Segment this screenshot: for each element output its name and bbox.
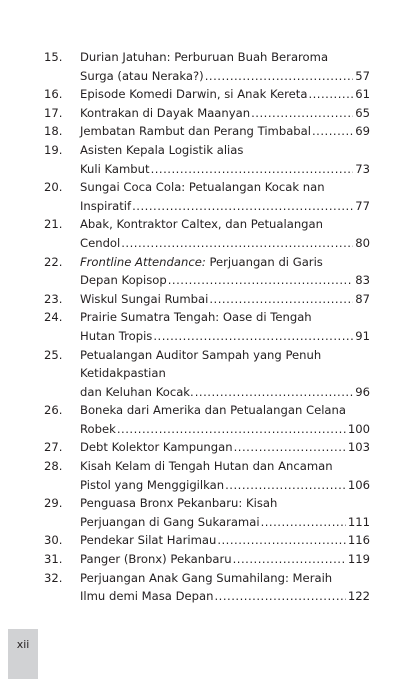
toc-entry-page: 122: [347, 589, 370, 604]
toc-entry-title-line: Sungai Coca Cola: Petualangan Kocak nan: [80, 180, 325, 195]
toc-entry-page: 103: [347, 440, 370, 455]
toc-entry-title-line: Depan Kopisop: [80, 273, 167, 288]
toc-entry-title: [80, 401, 370, 438]
toc-entry-title: [80, 438, 370, 457]
toc-entry-title-line: Debt Kolektor Kampungan: [80, 440, 233, 455]
toc-entry-number: 27.: [44, 440, 63, 455]
toc-entry-title-line: Wiskul Sungai Rumbai: [80, 291, 209, 306]
toc-entry-title-line: Abak, Kontraktor Caltex, dan Petualangan: [80, 217, 323, 232]
toc-entry-title-line: Panger (Bronx) Pekanbaru: [80, 552, 232, 567]
toc-entry-title-line: Petualangan Auditor Sampah yang Penuh: [80, 347, 322, 362]
toc-entry-number: 16.: [44, 87, 63, 102]
toc-entry-title-line: Episode Komedi Darwin, si Anak Kereta: [80, 87, 308, 102]
dot-leader: [217, 531, 346, 550]
toc-entry-page: 69: [355, 124, 370, 139]
toc-entry-page: 73: [355, 161, 370, 176]
toc-entry-page: 100: [347, 421, 370, 436]
dot-leader: [153, 327, 353, 346]
toc-entry: [44, 141, 370, 178]
toc-entry: [44, 122, 370, 141]
dot-leader: [132, 197, 353, 216]
toc-entry-page: 96: [355, 384, 370, 399]
toc-entry-title-line: Hutan Tropis: [80, 328, 153, 343]
toc-entry-number: 24.: [44, 310, 63, 325]
toc-entry-title-line: Perjuangan di Garis: [205, 254, 323, 269]
toc-entry-title: [80, 290, 370, 309]
dot-leader: [251, 104, 353, 123]
dot-leader: [234, 438, 346, 457]
toc-entry-title-line: Kisah Kelam di Tengah Hutan dan Ancaman: [80, 459, 333, 474]
toc-entry-number: 23.: [44, 291, 63, 306]
dot-leader: [308, 85, 353, 104]
page-number: xii: [16, 638, 30, 651]
toc-entry-page: 119: [347, 552, 370, 567]
toc-entry-number: 17.: [44, 105, 63, 120]
toc-entry-title-line: Kontrakan di Dayak Maanyan: [80, 105, 251, 120]
toc-entry-title-line: Asisten Kepala Logistik alias: [80, 142, 244, 157]
toc-entry-page: 111: [347, 514, 370, 529]
dot-leader: [117, 420, 346, 439]
toc-entry-title-line: Perjuangan di Gang Sukaramai: [80, 514, 260, 529]
dot-leader: [312, 122, 353, 141]
toc-entry: [44, 438, 370, 457]
toc-entry: [44, 85, 370, 104]
toc-entry-page: 91: [355, 328, 370, 343]
toc-entry: [44, 253, 370, 290]
toc-entry-title-line: Perjuangan Anak Gang Sumahilang: Meraih: [80, 570, 333, 585]
toc-entry-number: 15.: [44, 50, 63, 64]
dot-leader: [214, 587, 345, 606]
toc-entry-title-line: Ilmu demi Masa Depan: [80, 589, 214, 604]
table-of-contents: [44, 48, 370, 606]
toc-entry: [44, 215, 370, 252]
toc-entry-number: 25.: [44, 347, 63, 362]
toc-entry-page: 57: [355, 68, 370, 83]
toc-entry-page: 61: [355, 87, 370, 102]
toc-entry-page: 87: [355, 291, 370, 306]
toc-entry: [44, 550, 370, 569]
toc-entry-title-line: Kuli Kambut: [80, 161, 150, 176]
dot-leader: [233, 550, 346, 569]
toc-entry-title: [80, 569, 370, 606]
toc-entry: [44, 457, 370, 494]
toc-entry: [44, 569, 370, 606]
toc-entry-number: 29.: [44, 496, 63, 511]
toc-entry-title-line: Surga (atau Neraka?): [80, 68, 204, 83]
toc-entry-title: [80, 122, 370, 141]
toc-entry-title-line: Jembatan Rambut dan Perang Timbabal: [80, 124, 311, 139]
dot-leader: [168, 271, 353, 290]
toc-entry-title-line: Pistol yang Menggigilkan: [80, 477, 225, 492]
toc-entry-title: [80, 85, 370, 104]
toc-entry-page: 106: [347, 477, 370, 492]
dot-leader: [195, 383, 354, 402]
toc-entry-number: 18.: [44, 124, 63, 139]
toc-entry-title: [80, 141, 370, 178]
toc-entry-title: [80, 457, 370, 494]
toc-entry-title-line: Robek: [80, 421, 116, 436]
dot-leader: [261, 513, 346, 532]
toc-entry-page: 116: [347, 533, 370, 548]
toc-entry-title: [80, 178, 370, 215]
toc-entry-page: 83: [355, 273, 370, 288]
toc-entry-number: 32.: [44, 570, 63, 585]
toc-entry-title-line: dan Keluhan Kocak.: [80, 384, 194, 399]
toc-entry-number: 26.: [44, 403, 63, 418]
toc-entry: [44, 346, 370, 402]
page-number-tab: [8, 629, 38, 679]
toc-entry: [44, 48, 370, 85]
toc-entry: [44, 401, 370, 438]
toc-entry-title-line: Inspiratif: [80, 198, 132, 213]
toc-entry: [44, 178, 370, 215]
dot-leader: [225, 476, 346, 495]
toc-entry-title: [80, 48, 370, 85]
toc-entry-title: [80, 346, 370, 402]
toc-entry-number: 21.: [44, 217, 63, 232]
toc-entry-title: [80, 550, 370, 569]
dot-leader: [151, 160, 354, 179]
toc-entry-page: 77: [355, 198, 370, 213]
toc-entry-number: 22.: [44, 254, 63, 269]
toc-entry-number: 30.: [44, 533, 63, 548]
toc-entry: [44, 290, 370, 309]
toc-entry-number: 31.: [44, 552, 63, 567]
toc-entry-number: 19.: [44, 142, 63, 157]
dot-leader: [209, 290, 353, 309]
toc-entry-title-line: Cendol: [80, 235, 121, 250]
toc-entry: [44, 531, 370, 550]
toc-entry-title: [80, 531, 370, 550]
toc-entry-page: 80: [355, 235, 370, 250]
dot-leader: [205, 67, 354, 86]
toc-entry-number: 28.: [44, 459, 63, 474]
toc-entry-italic-text: Frontline Attendance:: [80, 254, 206, 269]
toc-entry-title: [80, 253, 370, 290]
toc-entry: [44, 104, 370, 123]
toc-entry-title-line: Durian Jatuhan: Perburuan Buah Beraroma: [80, 50, 329, 64]
toc-entry-title: [80, 494, 370, 531]
dot-leader: [121, 234, 353, 253]
toc-entry-title: [80, 308, 370, 345]
toc-entry-page: 65: [355, 105, 370, 120]
toc-entry-title: [80, 215, 370, 252]
toc-entry-title-line: Ketidakpastian: [80, 366, 166, 381]
toc-entry-title-line: Penguasa Bronx Pekanbaru: Kisah: [80, 496, 278, 511]
toc-entry-title: [80, 104, 370, 123]
toc-entry-title-line: Boneka dari Amerika dan Petualangan Celana: [80, 403, 346, 418]
toc-entry-title-line: Pendekar Silat Harimau: [80, 533, 217, 548]
toc-entry-number: 20.: [44, 180, 63, 195]
toc-entry: [44, 308, 370, 345]
toc-entry: [44, 494, 370, 531]
toc-entry-title-line: Prairie Sumatra Tengah: Oase di Tengah: [80, 310, 312, 325]
